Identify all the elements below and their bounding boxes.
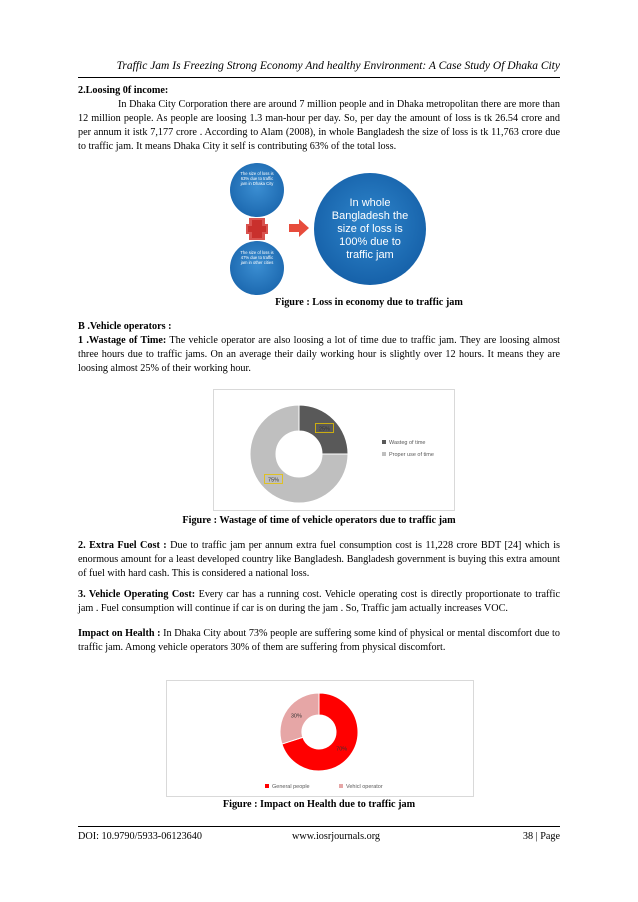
chart2-legend-swatch-0 — [265, 784, 269, 788]
chart1-legend-swatch-1 — [382, 452, 386, 456]
chart1-data-label-1: 75% — [268, 477, 280, 484]
chart1-data-label-0: 25% — [318, 426, 330, 433]
arrow-right-icon — [289, 219, 309, 237]
loss-diagram — [225, 162, 440, 297]
header-rule — [78, 77, 560, 78]
chart1-legend-entry-0: Wasteg of time — [389, 440, 426, 446]
section-heading: 3. Vehicle Operating Cost: — [78, 589, 196, 600]
chart1-legend-swatch-0 — [382, 440, 386, 444]
section-heading: B .Vehicle operators : — [78, 321, 172, 332]
chart-impact-on-health — [166, 680, 474, 797]
section-heading: 2.Loosing 0f income: — [78, 85, 169, 96]
subsection-body: The vehicle operator are also loosing a lot of time due to traffic jam. They are loosing almost three hours due to traffic jams. On an average their daily working hour is slightly over 12 hours. It means they are loosing almost 25% of their working hour. — [78, 335, 560, 374]
chart2-legend-entry-1: Vehicl operator — [346, 784, 383, 790]
footer-url: www.iosrjournals.org — [292, 831, 381, 842]
section-heading: 2. Extra Fuel Cost : — [78, 540, 167, 551]
chart2-legend-entry-0: General people — [272, 784, 310, 790]
circle-other-text: The size of loss is 47% due to traffic jam in other cities — [240, 250, 274, 265]
section-body: In Dhaka City Corporation there are around 7 million people and in Dhaka metropolitan there are more than 12 million people. As people are loosing 1.3 man-hour per day. So, per day the amount of loss is tk 26.54 crore and per annum it istk 7,177 crore . According to Alam (2008), in whole Bangladesh the size of loss is tk 11,763 crore due to traffic jam. It means Dhaka City it self is contributing 63% of the total loss. — [78, 99, 560, 152]
chart-2-svg — [167, 681, 473, 796]
section-vehicle-operators — [78, 320, 560, 376]
footer-page: 38 | Page — [522, 831, 560, 842]
section-body: In Dhaka City about 73% people are suffering some kind of physical or mental discomfort due to traffic jam. Among vehicle operators 30% of them are suffering from physical discomfort. — [78, 628, 560, 653]
figure-3-caption: Figure : Impact on Health due to traffic jam — [222, 799, 416, 810]
section-body: Every car has a running cost. Vehicle operating cost is directly proportionate to traffic jam . Fuel consumption will continue if car is on during the jam . So, Traffic jam actually increases VOC. — [78, 589, 560, 614]
chart2-legend-swatch-1 — [339, 784, 343, 788]
running-header: Traffic Jam Is Freezing Strong Economy And healthy Environment: A Case Study Of Dhaka City — [116, 60, 560, 72]
chart-1-svg — [214, 390, 454, 510]
figure-1-caption: Figure : Loss in economy due to traffic jam — [275, 297, 463, 308]
section-body: Due to traffic jam per annum extra fuel consumption cost is 11,228 crore BDT [24] which is enormous amount for a least developed country like Bangladesh. Bangladesh government is buying this extra amount of fuel with hard cash. This is considered a national loss. — [78, 540, 560, 579]
chart-wastage-of-time — [213, 389, 455, 511]
section-heading: Impact on Health : — [78, 628, 161, 639]
section-impact-on-health — [78, 627, 560, 655]
chart2-data-label-1: 30% — [290, 713, 302, 720]
section-extra-fuel-cost — [78, 539, 560, 581]
footer-doi: DOI: 10.9790/5933-06123640 — [78, 831, 202, 842]
chart2-data-label-0: 70% — [336, 746, 348, 753]
section-vehicle-operating-cost — [78, 588, 560, 616]
circle-total-text: In whole Bangladesh the size of loss is 100% due to traffic jam — [331, 197, 409, 261]
circle-dhaka-text: The size of loss is 63% due to traffic jam in Dhaka City — [240, 171, 274, 186]
footer-rule — [78, 826, 560, 827]
figure-2-caption: Figure : Wastage of time of vehicle operators due to traffic jam — [182, 515, 456, 526]
chart1-legend-entry-1: Proper use of time — [389, 452, 434, 458]
subsection-heading: 1 .Wastage of Time: — [78, 335, 167, 346]
section-loss-of-income — [78, 84, 560, 154]
